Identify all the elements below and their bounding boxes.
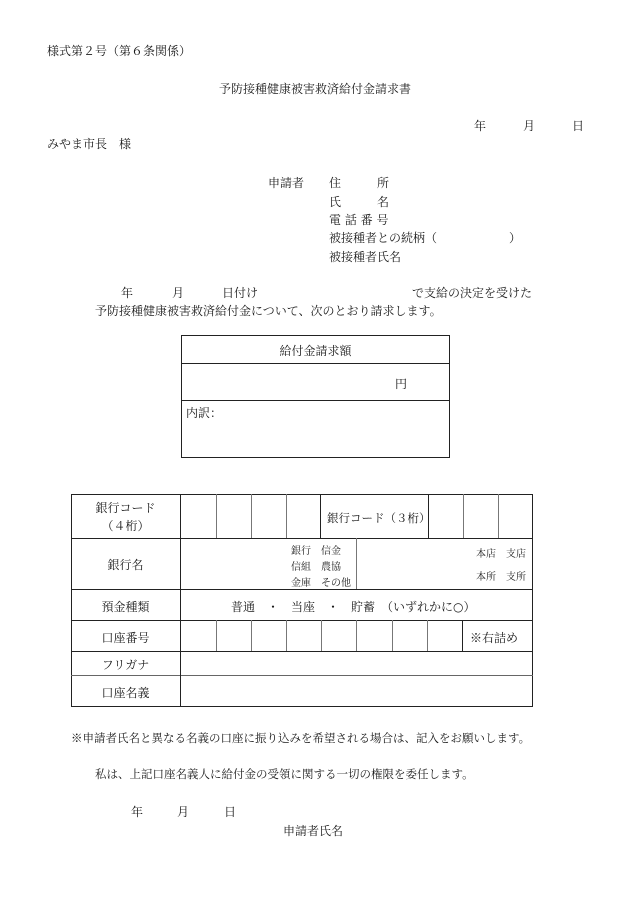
decision-line2: 予防接種健康被害救済給付金について、次のとおり請求します。 <box>95 304 442 318</box>
cell-divider <box>356 620 357 651</box>
cell-divider <box>463 494 464 538</box>
table-row-line <box>71 538 533 539</box>
branch-type-row1: 本店 支店 <box>476 549 526 560</box>
claim-divider <box>181 363 450 364</box>
address-label: 住 所 <box>329 176 390 190</box>
decision-month: 月 <box>172 286 185 300</box>
deposit-options: 普通 ・ 当座 ・ 貯蓄 （いずれかに○） <box>231 600 476 614</box>
cell-divider <box>251 494 252 538</box>
bank-code-4-line1: 銀行コード <box>95 501 156 515</box>
note-text: ※申請者氏名と異なる名義の口座に振り込みを希望される場合は、記入をお願いします。 <box>71 731 531 745</box>
relation-label: 被接種者との続柄（ ） <box>329 231 522 245</box>
cell-divider <box>498 494 499 538</box>
deposit-type-label: 預金種類 <box>101 600 150 614</box>
account-number-label: 口座番号 <box>101 631 150 645</box>
right-align-note: ※右詰め <box>470 631 519 645</box>
decision-received: で支給の決定を受けた <box>412 286 533 300</box>
bank-type-row2: 信組 農協 <box>291 562 341 573</box>
bank-type-row3: 金庫 その他 <box>291 578 351 589</box>
yen-label: 円 <box>395 377 408 391</box>
page-title: 予防接種健康被害救済給付金請求書 <box>219 82 412 96</box>
applicant-label: 申請者 <box>268 176 305 190</box>
phone-label: 電 話 番 号 <box>329 213 389 227</box>
account-holder-label: 口座名義 <box>101 686 150 700</box>
bank-type-row1: 銀行 信金 <box>291 546 341 557</box>
cell-divider <box>356 538 357 589</box>
footer-day: 日 <box>224 805 237 819</box>
date-day: 日 <box>572 119 585 133</box>
cell-divider <box>320 494 321 538</box>
form-number: 様式第２号（第６条関係） <box>47 44 192 58</box>
cell-divider <box>427 620 428 651</box>
bank-code-4-label <box>71 499 180 535</box>
bank-code-4-line2: （４桁） <box>101 519 150 533</box>
cell-divider <box>286 494 287 538</box>
cell-divider <box>462 620 463 651</box>
delegation-text: 私は、上記口座名義人に給付金の受領に関する一切の権限を委任します。 <box>95 767 474 781</box>
vaccinee-name-label: 被接種者氏名 <box>329 250 402 264</box>
decision-dated: 日付け <box>222 286 259 300</box>
breakdown-label: 内訳： <box>186 406 223 420</box>
footer-month: 月 <box>177 805 190 819</box>
table-row-line <box>71 589 533 590</box>
name-label: 氏 名 <box>329 195 390 209</box>
cell-divider <box>321 620 322 651</box>
cell-divider <box>286 620 287 651</box>
footer-applicant-name: 申請者氏名 <box>283 824 344 838</box>
label-column-divider <box>180 494 181 707</box>
cell-divider <box>216 620 217 651</box>
cell-divider <box>392 620 393 651</box>
furigana-label: フリガナ <box>101 658 150 672</box>
table-row-line-dotted <box>71 675 533 676</box>
claim-header: 給付金請求額 <box>279 344 352 358</box>
table-row-line <box>71 651 533 652</box>
date-year: 年 <box>474 119 487 133</box>
branch-type-row2: 本所 支所 <box>476 572 526 583</box>
addressee: みやま市長 様 <box>47 137 132 151</box>
date-month: 月 <box>523 119 536 133</box>
cell-divider <box>251 620 252 651</box>
cell-divider <box>216 494 217 538</box>
bank-name-label: 銀行名 <box>107 558 144 572</box>
table-row-line <box>71 620 533 621</box>
decision-year: 年 <box>121 286 134 300</box>
footer-year: 年 <box>131 805 144 819</box>
claim-divider <box>181 400 450 401</box>
branch-code-3-label: 銀行コード（３桁） <box>327 511 431 525</box>
